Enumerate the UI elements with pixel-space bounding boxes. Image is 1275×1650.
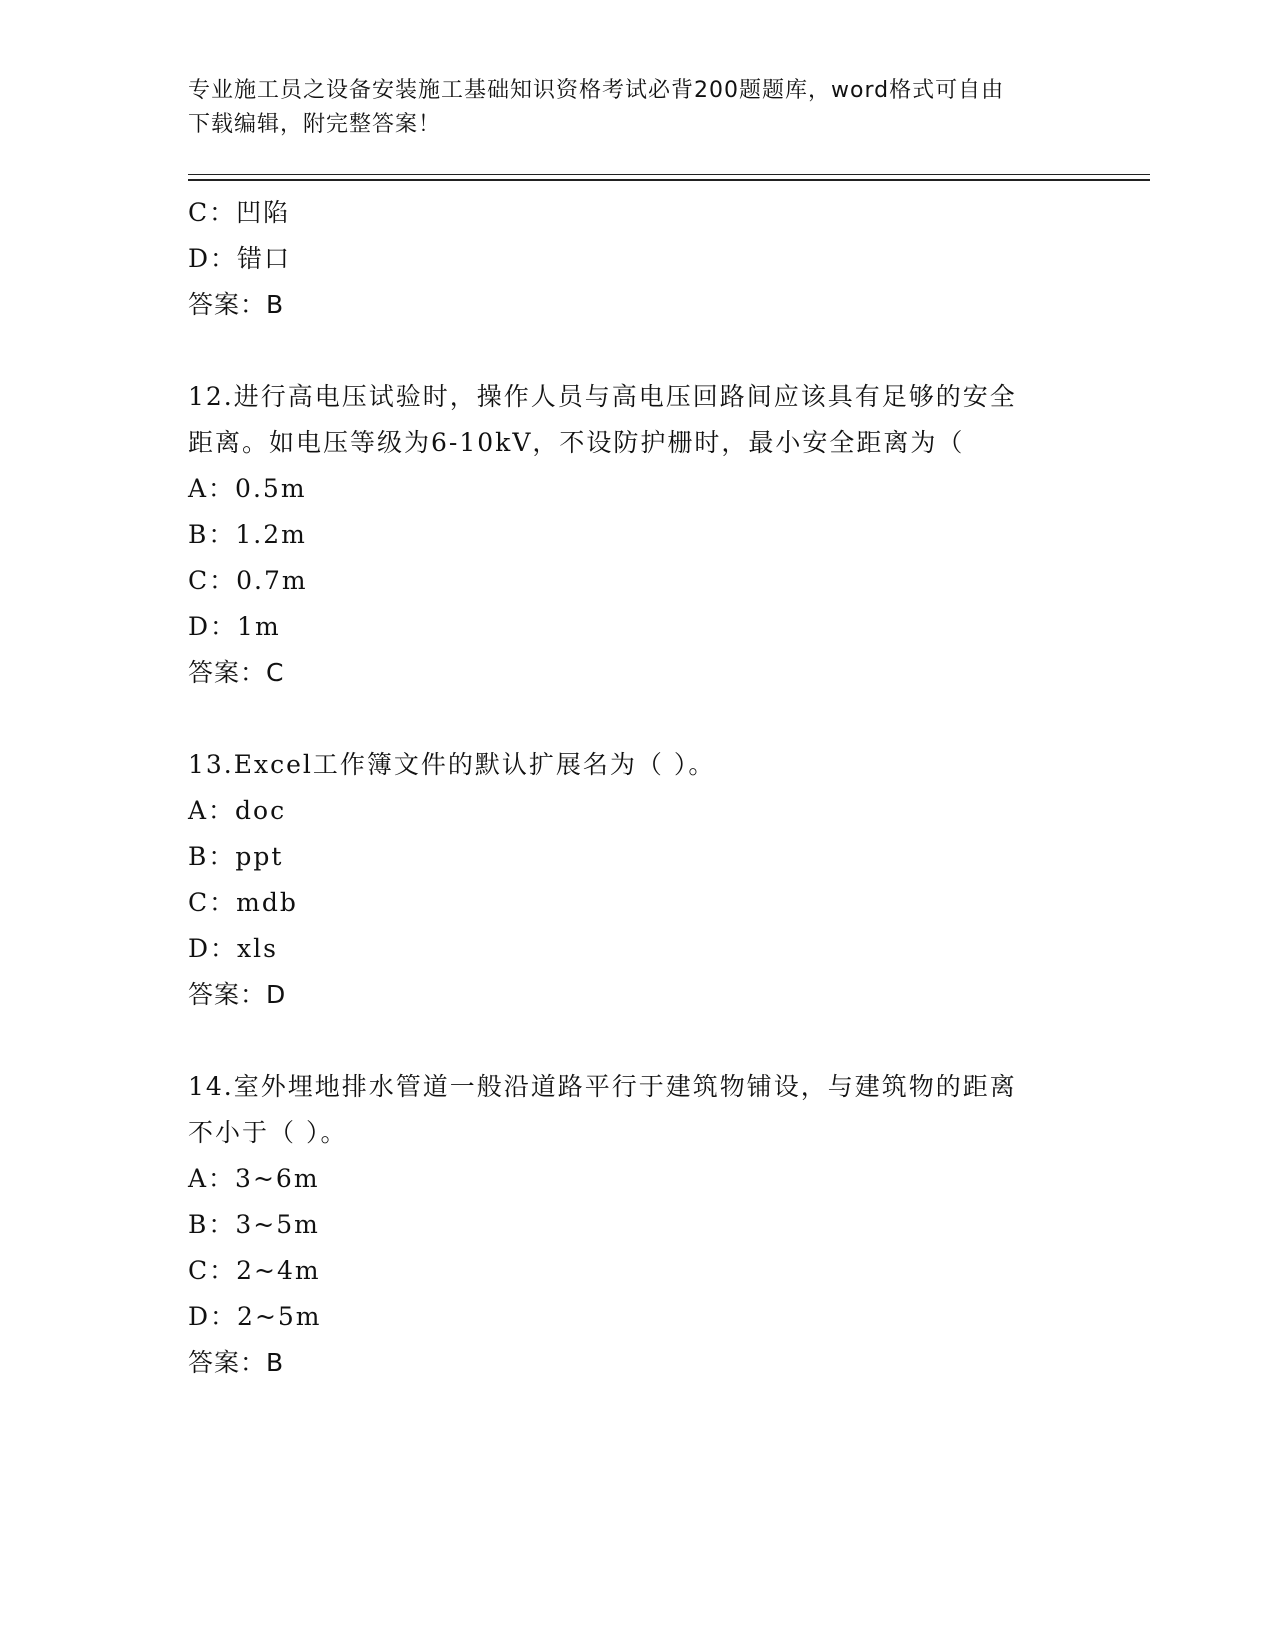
answer-line: 答案：B bbox=[188, 1348, 285, 1377]
option-c: C：2~4m bbox=[188, 1256, 321, 1285]
option-d: D：xls bbox=[188, 934, 278, 963]
option-b: B：ppt bbox=[188, 842, 284, 871]
question-14 bbox=[188, 1064, 1088, 1386]
option-c: C：凹陷 bbox=[188, 198, 291, 227]
option-a: A：3~6m bbox=[188, 1164, 320, 1193]
question-list bbox=[188, 190, 1088, 1386]
answer-line: 答案：D bbox=[188, 980, 287, 1009]
option-a: A：0.5m bbox=[188, 474, 307, 503]
header-divider-thick bbox=[188, 179, 1150, 181]
option-d: D：2~5m bbox=[188, 1302, 322, 1331]
option-d: D：1m bbox=[188, 612, 281, 641]
option-c: C：mdb bbox=[188, 888, 298, 917]
answer-line: 答案：C bbox=[188, 658, 285, 687]
question-stem-line-2: 不小于（ ）。 bbox=[188, 1118, 348, 1147]
question-11-tail bbox=[188, 190, 1088, 328]
header-divider-thin bbox=[188, 174, 1150, 175]
question-stem-line-1: 12.进行高电压试验时，操作人员与高电压回路间应该具有足够的安全 bbox=[188, 382, 1017, 411]
document-header bbox=[188, 74, 1088, 142]
header-title-line-2: 下载编辑，附完整答案！ bbox=[188, 112, 442, 137]
header-title-line-1: 专业施工员之设备安装施工基础知识资格考试必背200题题库，word格式可自由 bbox=[188, 78, 1005, 103]
option-c: C：0.7m bbox=[188, 566, 308, 595]
question-stem-line-1: 14.室外埋地排水管道一般沿道路平行于建筑物铺设，与建筑物的距离 bbox=[188, 1072, 1017, 1101]
question-stem-line-1: 13.Excel工作簿文件的默认扩展名为（ ）。 bbox=[188, 750, 716, 779]
question-stem-line-2: 距离。如电压等级为6-10kV，不设防护栅时，最小安全距离为（ bbox=[188, 428, 965, 457]
question-13 bbox=[188, 742, 1088, 1018]
answer-line: 答案：B bbox=[188, 290, 285, 319]
option-a: A：doc bbox=[188, 796, 287, 825]
option-d: D：错口 bbox=[188, 244, 292, 273]
question-12 bbox=[188, 374, 1088, 696]
option-b: B：1.2m bbox=[188, 520, 307, 549]
option-b: B：3~5m bbox=[188, 1210, 320, 1239]
